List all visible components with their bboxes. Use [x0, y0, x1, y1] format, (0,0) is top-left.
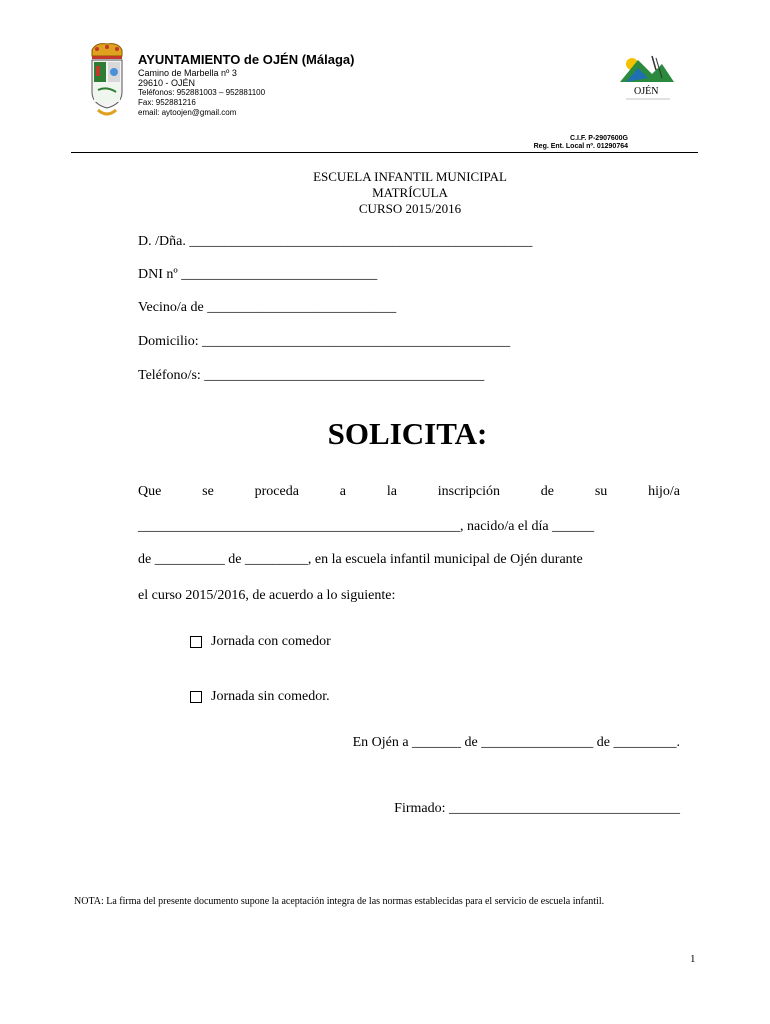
- body-line-2[interactable]: ______________________________________________, nacido/a el día ______: [138, 519, 595, 534]
- cif-block: [470, 135, 628, 151]
- reg-ent-local: Reg. Ent. Local nº. 01290764: [533, 143, 628, 150]
- header-info: [138, 52, 354, 118]
- body-line-3[interactable]: de __________ de _________, en la escuela infantil municipal de Ojén durante: [138, 552, 583, 567]
- body-line-4: el curso 2015/2016, de acuerdo a lo siguiente:: [138, 588, 396, 603]
- option-label: Jornada con comedor: [211, 634, 331, 649]
- ojen-logo: [612, 48, 682, 102]
- option-con-comedor[interactable]: [190, 634, 331, 650]
- org-name: AYUNTAMIENTO de OJÉN (Málaga): [138, 52, 355, 67]
- postal-code: 29610 - OJÉN: [138, 78, 196, 88]
- body-line-1: Que se proceda a la inscripción de su hijo/a: [138, 484, 680, 499]
- logo-text: OJÉN: [634, 86, 659, 97]
- field-dni[interactable]: DNI nº ____________________________: [138, 267, 378, 282]
- cif: C.I.F. P-2907600G: [570, 135, 628, 142]
- field-domicilio[interactable]: Domicilio: ____________________________________________: [138, 334, 511, 349]
- field-vecino[interactable]: Vecino/a de ___________________________: [138, 300, 397, 315]
- checkbox-icon[interactable]: [190, 636, 202, 648]
- field-name[interactable]: D. /Dña. _________________________________________________: [138, 234, 533, 249]
- option-sin-comedor[interactable]: [190, 689, 330, 705]
- option-label: Jornada sin comedor.: [211, 689, 330, 704]
- page-number: 1: [690, 953, 696, 965]
- document-title: [150, 169, 670, 217]
- title-line-1: ESCUELA INFANTIL MUNICIPAL: [313, 169, 507, 184]
- field-telefono[interactable]: Teléfono/s: ________________________________________: [138, 368, 485, 383]
- checkbox-icon[interactable]: [190, 691, 202, 703]
- address: Camino de Marbella nº 3: [138, 68, 237, 78]
- title-line-3: CURSO 2015/2016: [358, 201, 462, 216]
- signature-line[interactable]: Firmado: _________________________________: [394, 801, 680, 816]
- phones: Teléfonos: 952881003 – 952881100: [138, 88, 266, 97]
- place-date-line[interactable]: En Ojén a _______ de ________________ de _________.: [352, 735, 680, 750]
- solicita-heading: SOLICITA:: [327, 416, 488, 451]
- fax: Fax: 952881216: [138, 98, 196, 107]
- coat-of-arms-logo: [86, 42, 128, 122]
- header-divider: [71, 152, 698, 153]
- title-line-2: MATRÍCULA: [372, 185, 448, 200]
- email: email: aytoojen@gmail.com: [138, 108, 237, 117]
- footnote: NOTA: La firma del presente documento supone la aceptación integra de las normas establecidas para el servicio de escuela infantil.: [74, 896, 605, 907]
